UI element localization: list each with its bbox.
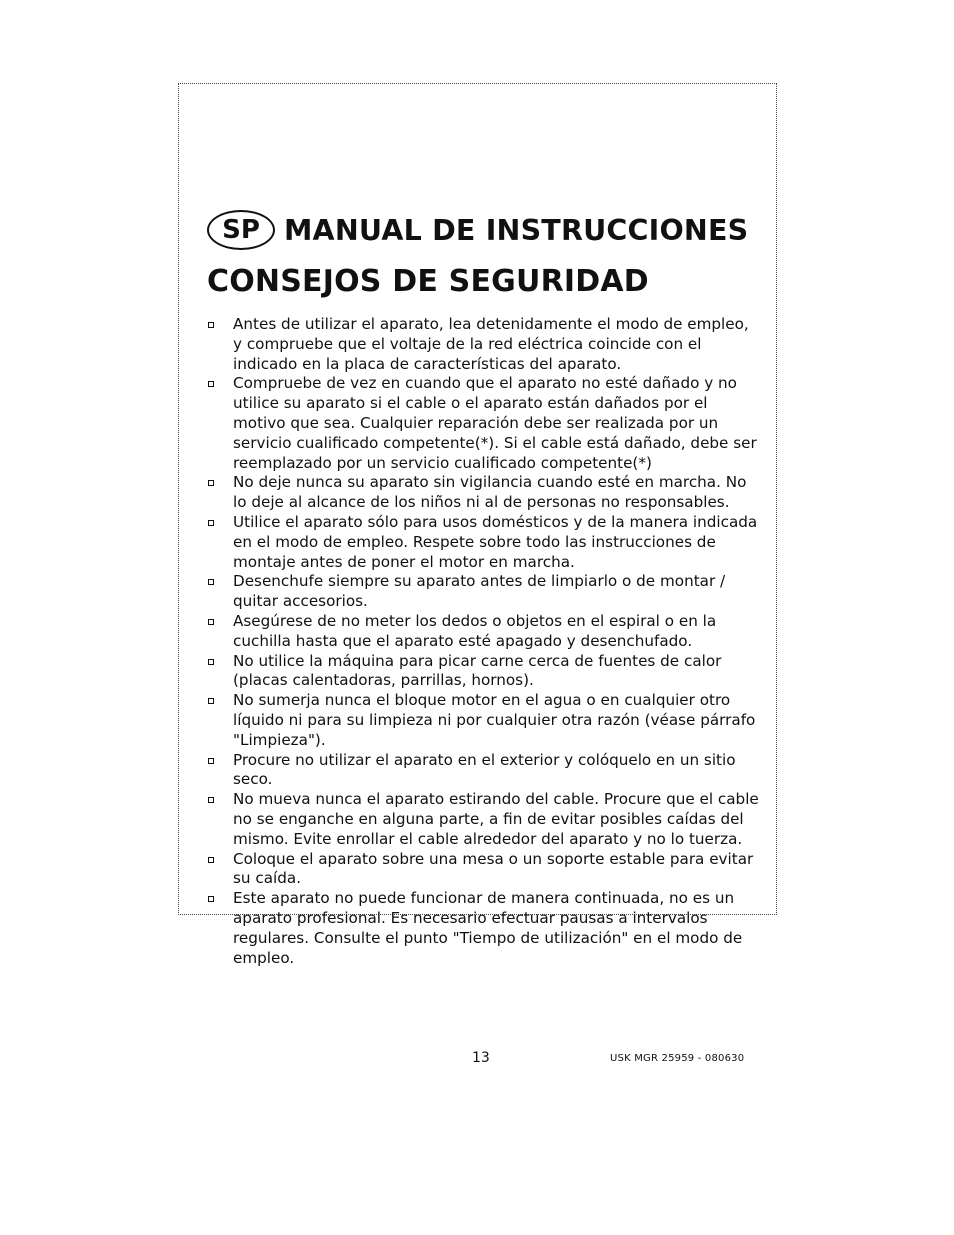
list-item-text: Este aparato no puede funcionar de manera continuada, no es un aparato profesional. Es necesario efectuar pausas a intervalos regulares. Consulte el punto "Tiempo de utilización" en el modo de empleo.	[233, 889, 743, 967]
list-item	[207, 652, 762, 692]
manual-header	[207, 206, 748, 254]
checkbox-bullet-icon	[208, 579, 214, 585]
list-item	[207, 374, 762, 473]
list-item-text: Antes de utilizar el aparato, lea detenidamente el modo de empleo, y compruebe que el voltaje de la red eléctrica coincide con el indicado en la placa de características del aparato.	[233, 315, 749, 373]
list-item	[207, 889, 762, 968]
manual-title: MANUAL DE INSTRUCCIONES	[284, 213, 749, 247]
checkbox-bullet-icon	[208, 520, 214, 526]
list-item	[207, 790, 762, 849]
list-item-text: No deje nunca su aparato sin vigilancia cuando esté en marcha. No lo deje al alcance de los niños ni al de personas no responsables.	[233, 473, 747, 512]
list-item-text: Desenchufe siempre su aparato antes de limpiarlo o de montar / quitar accesorios.	[233, 572, 726, 611]
list-item	[207, 612, 762, 652]
checkbox-bullet-icon	[208, 797, 214, 803]
page-number: 13	[472, 1050, 490, 1066]
list-item-text: No mueva nunca el aparato estirando del cable. Procure que el cable no se enganche en alguna parte, a fin de evitar posibles caídas del mismo. Evite enrollar el cable alrededor del aparato y no lo tuerza.	[233, 790, 759, 848]
checkbox-bullet-icon	[208, 659, 214, 665]
list-item-text: No utilice la máquina para picar carne cerca de fuentes de calor (placas calentadoras, parrillas, hornos).	[233, 651, 722, 690]
document-code: USK MGR 25959 - 080630	[610, 1053, 745, 1064]
section-title: CONSEJOS DE SEGURIDAD	[207, 264, 649, 299]
list-item	[207, 751, 762, 791]
list-item-text: Procure no utilizar el aparato en el exterior y colóquelo en un sitio seco.	[233, 750, 736, 789]
list-item	[207, 315, 762, 374]
list-item	[207, 513, 762, 572]
list-item-text: Compruebe de vez en cuando que el aparato no esté dañado y no utilice su aparato si el cable o el aparato están dañados por el motivo que sea. Cualquier reparación debe ser realizada por un servicio cualificado competente(*). Si el cable está dañado, debe ser reemplazado por un servicio cualificado competente(*)	[233, 374, 757, 472]
list-item-text: No sumerja nunca el bloque motor en el agua o en cualquier otro líquido ni para su limpieza ni por cualquier otra razón (véase párrafo "Limpieza").	[233, 691, 756, 749]
list-item	[207, 691, 762, 750]
list-item	[207, 473, 762, 513]
checkbox-bullet-icon	[208, 480, 214, 486]
language-badge: SP	[207, 210, 275, 250]
checkbox-bullet-icon	[208, 322, 214, 328]
list-item-text: Utilice el aparato sólo para usos domésticos y de la manera indicada en el modo de empleo. Respete sobre todo las instrucciones de montaje antes de poner el motor en marcha.	[233, 512, 758, 571]
checkbox-bullet-icon	[208, 896, 214, 902]
checkbox-bullet-icon	[208, 381, 214, 387]
list-item	[207, 572, 762, 612]
list-item-text: Coloque el aparato sobre una mesa o un soporte estable para evitar su caída.	[233, 849, 754, 888]
safety-list	[207, 315, 762, 968]
checkbox-bullet-icon	[208, 857, 214, 863]
list-item	[207, 850, 762, 890]
checkbox-bullet-icon	[208, 698, 214, 704]
list-item-text: Asegúrese de no meter los dedos o objetos en el espiral o en la cuchilla hasta que el aparato esté apagado y desenchufado.	[233, 611, 717, 650]
checkbox-bullet-icon	[208, 619, 214, 625]
checkbox-bullet-icon	[208, 758, 214, 764]
